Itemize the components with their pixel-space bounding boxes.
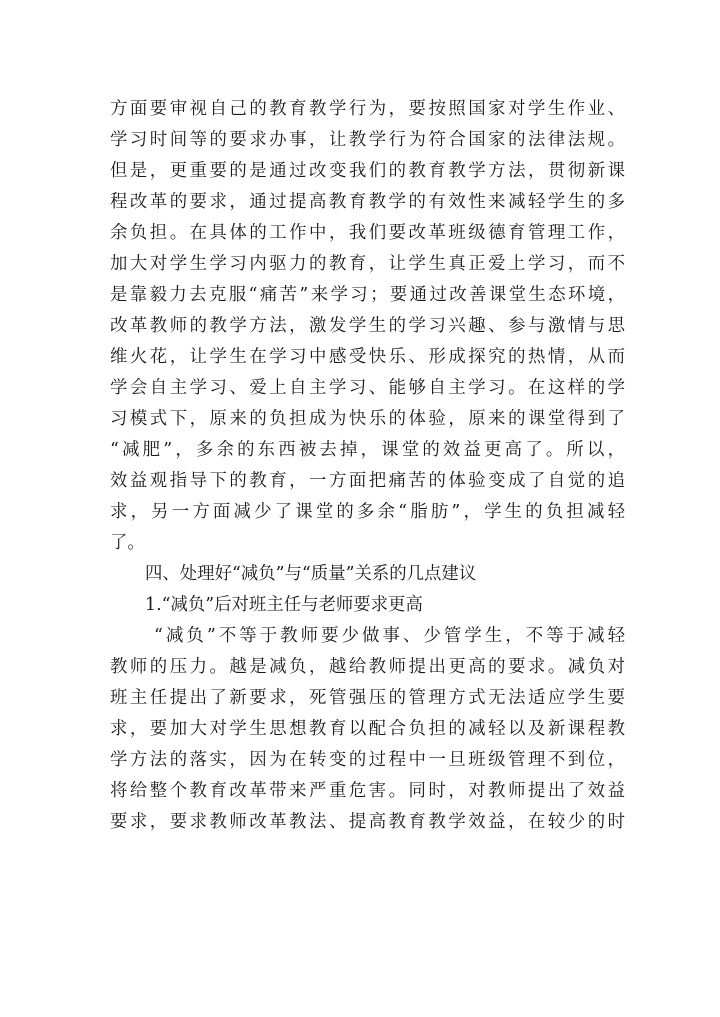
body-text-line: 求，另一方面减少了课堂的多余“脂肪”，学生的负担减轻 <box>110 502 625 522</box>
body-text-line: 学习时间等的要求办事，让教学行为符合国家的法律法规。 <box>110 130 625 150</box>
body-text-line: 学会自主学习、爱上自主学习、能够自主学习。在这样的学 <box>110 378 625 398</box>
body-text-line: 习模式下，原来的负担成为快乐的体验，原来的课堂得到了 <box>110 409 625 429</box>
body-text-line: 教师的压力。越是减负，越给教师提出更高的要求。减负对 <box>110 657 625 677</box>
body-text-line: “减肥”，多余的东西被去掉，课堂的效益更高了。所以， <box>110 440 625 460</box>
body-text-line: 方面要审视自己的教育教学行为，要按照国家对学生作业、 <box>110 99 625 119</box>
document-body <box>110 94 625 838</box>
body-text-line: 维火花，让学生在学习中感受快乐、形成探究的热情，从而 <box>110 347 625 367</box>
subheading: 1.“减负”后对班主任与老师要求更高 <box>145 595 423 615</box>
body-text-line: 学方法的落实，因为在转变的过程中一旦班级管理不到位， <box>110 750 625 770</box>
body-text-line: 余负担。在具体的工作中，我们要改革班级德育管理工作， <box>110 223 625 243</box>
body-text-line: 要求，要求教师改革教法、提高教育教学效益，在较少的时 <box>110 812 625 832</box>
body-text-line: 效益观指导下的教育，一方面把痛苦的体验变成了自觉的追 <box>110 471 625 491</box>
body-text-line: “减负”不等于教师要少做事、少管学生，不等于减轻 <box>154 626 625 646</box>
body-text-line: 改革教师的教学方法，激发学生的学习兴趣、参与激情与思 <box>110 316 625 336</box>
body-text-line: 程改革的要求，通过提高教育教学的有效性来减轻学生的多 <box>110 192 625 212</box>
section-heading: 四、处理好“减负”与“质量”关系的几点建议 <box>145 564 477 584</box>
body-text-line: 是靠毅力去克服“痛苦”来学习；要通过改善课堂生态环境， <box>110 285 625 305</box>
body-text-line: 班主任提出了新要求，死管强压的管理方式无法适应学生要 <box>110 688 625 708</box>
body-text-line: 加大对学生学习内驱力的教育，让学生真正爱上学习，而不 <box>110 254 625 274</box>
body-text-line: 但是，更重要的是通过改变我们的教育教学方法，贯彻新课 <box>110 161 625 181</box>
body-text-line: 将给整个教育改革带来严重危害。同时，对教师提出了效益 <box>110 781 625 801</box>
body-text-line: 求，要加大对学生思想教育以配合负担的减轻以及新课程教 <box>110 719 625 739</box>
body-text-line: 了。 <box>110 533 145 553</box>
